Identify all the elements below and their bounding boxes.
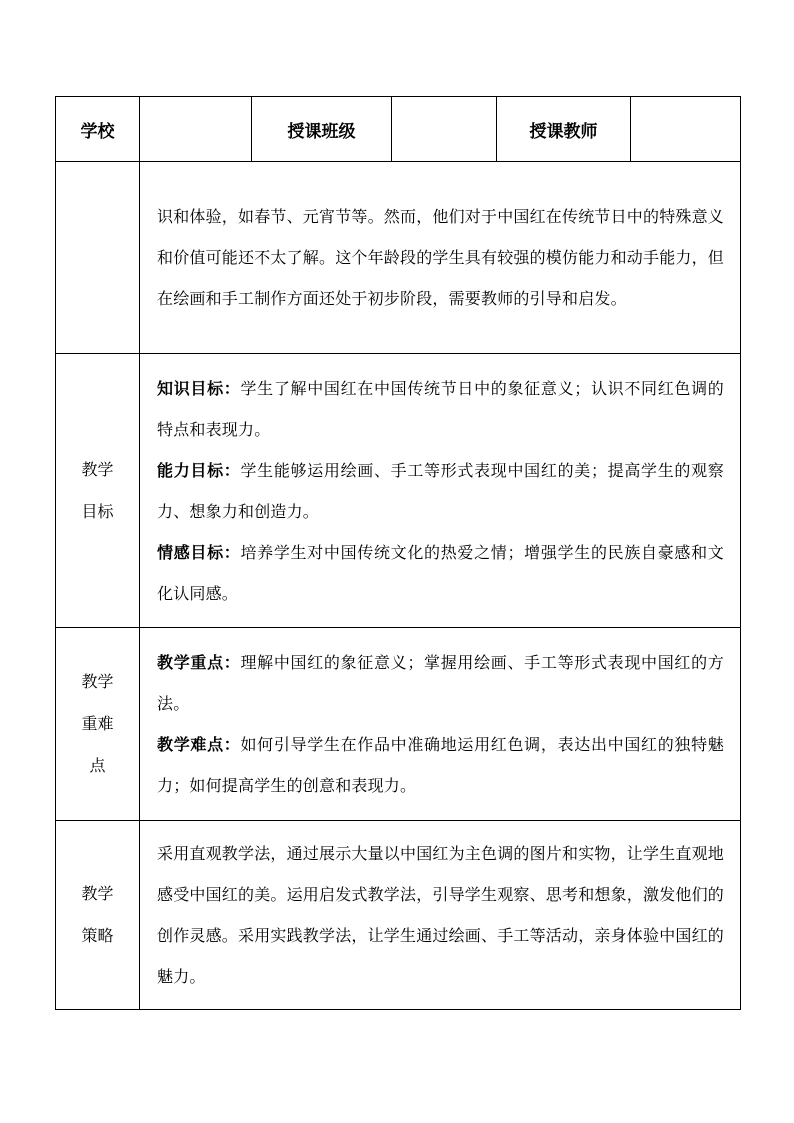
teaching-strategy-content (140, 821, 741, 1010)
teacher-value-cell[interactable] (631, 97, 741, 162)
school-label: 学校 (56, 97, 140, 162)
class-label: 授课班级 (252, 97, 392, 162)
teaching-goals-label (56, 354, 140, 628)
student-analysis-label-cell (56, 162, 140, 354)
emotion-goal-text: 培养学生对中国传统文化的热爱之情；增强学生的民族自豪感和文化认同感。 (157, 542, 724, 603)
emotion-goal-title: 情感目标： (157, 542, 241, 562)
school-value-cell[interactable] (140, 97, 252, 162)
knowledge-goal (157, 368, 724, 450)
ability-goal-text: 学生能够运用绘画、手工等形式表现中国红的美；提高学生的观察力、想象力和创造力。 (157, 460, 724, 521)
knowledge-goal-text: 学生了解中国红在中国传统节日中的象征意义；认识不同红色调的特点和表现力。 (157, 378, 724, 439)
teaching-strategy-text: 采用直观教学法，通过展示大量以中国红为主色调的图片和实物，让学生直观地感受中国红的美。运用启发式教学法，引导学生观察、思考和想象，激发他们的创作灵感。采用实践教学法，让学生通过绘画、手工等活动，亲身体验中国红的魅力。 (157, 844, 725, 986)
key-points-label-line-1: 教学 (81, 672, 114, 691)
teaching-difficulty (157, 724, 724, 806)
ability-goal-title: 能力目标： (157, 460, 241, 480)
teaching-focus-title: 教学重点： (157, 653, 241, 672)
teaching-strategy-row (56, 821, 741, 1010)
class-value-cell[interactable] (392, 97, 497, 162)
emotion-goal (157, 532, 724, 614)
teaching-goals-content (140, 354, 741, 628)
student-analysis-content (140, 162, 741, 354)
teaching-strategy-label (56, 821, 140, 1010)
lesson-plan-table (55, 96, 741, 1010)
teaching-strategy-label-line-1: 教学 (81, 884, 114, 903)
teaching-goals-label-line-1: 教学 (81, 459, 114, 479)
teaching-strategy-label-line-2: 策略 (81, 926, 114, 945)
ability-goal (157, 450, 724, 532)
key-points-label-line-3: 点 (89, 756, 106, 775)
teaching-difficulty-title: 教学难点： (157, 735, 241, 754)
header-row (56, 97, 741, 162)
teaching-focus (157, 642, 724, 724)
teaching-difficulty-text: 如何引导学生在作品中准确地运用红色调，表达出中国红的独特魅力；如何提高学生的创意和表现力。 (157, 735, 724, 795)
teacher-label: 授课教师 (497, 97, 631, 162)
key-points-content (140, 628, 741, 821)
student-analysis-text: 识和体验，如春节、元宵节等。然而，他们对于中国红在传统节日中的特殊意义和价值可能还不太了解。这个年龄段的学生具有较强的模仿能力和动手能力，但在绘画和手工制作方面还处于初步阶段，需要教师的引导和启发。 (157, 207, 725, 308)
teaching-goals-label-line-2: 目标 (81, 501, 114, 521)
key-points-label-line-2: 重难 (81, 714, 114, 733)
knowledge-goal-title: 知识目标： (157, 378, 241, 398)
student-analysis-row (56, 162, 741, 354)
key-points-row (56, 628, 741, 821)
teaching-goals-row (56, 354, 741, 628)
key-points-label (56, 628, 140, 821)
teaching-focus-text: 理解中国红的象征意义；掌握用绘画、手工等形式表现中国红的方法。 (157, 653, 724, 713)
